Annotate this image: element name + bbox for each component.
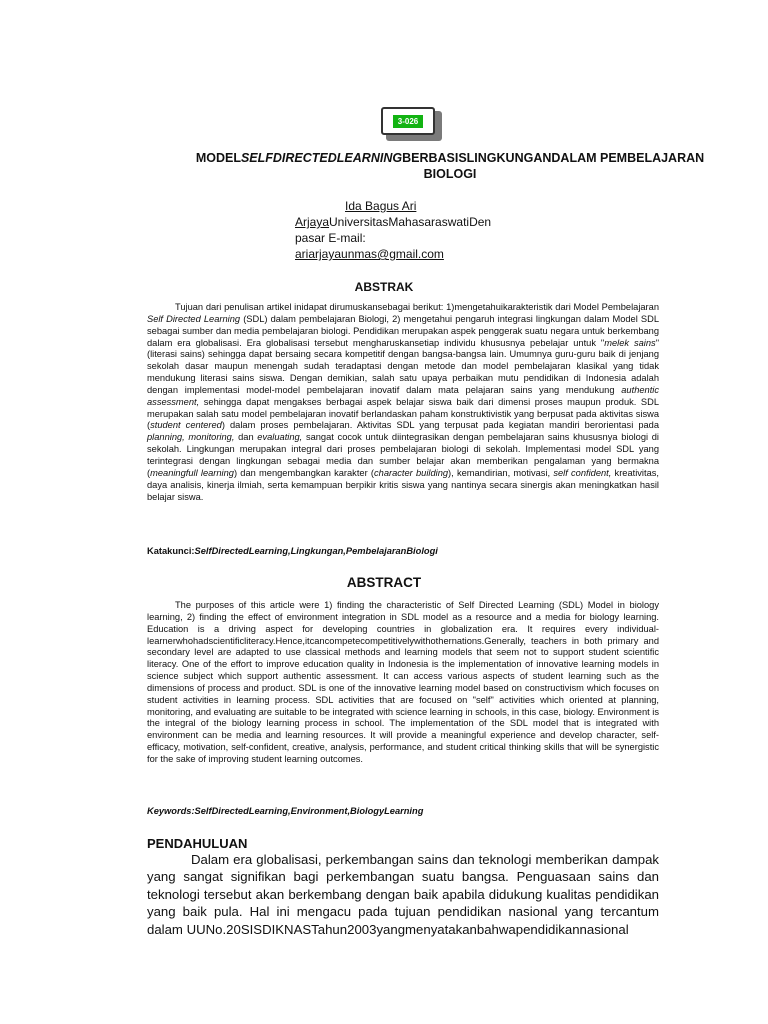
author-affiliation: UniversitasMahasaraswatiDen xyxy=(329,215,492,229)
keywords-values: :SelfDirectedLearning,Environment,BiologyLearning xyxy=(191,806,424,816)
abstrak-text-10: kreativitas, daya analisis, kinerja ilmiah, serta kemampuan berpikir kritis siswa yang nantinya secara sinergis akan meningkatkan hasil belajar siswa. xyxy=(147,467,659,502)
abstrak-paragraph xyxy=(147,302,659,503)
pendahuluan-paragraph xyxy=(147,851,659,938)
katakunci-line xyxy=(147,546,438,556)
abstrak-italic-5: planning, monitoring, xyxy=(147,432,235,443)
abstrak-text-7: sangat cocok untuk diintegrasikan dengan pembelajaran sains khususnya biologi di sekolah. Lingkungan merupakan integral dari proses pembelajaran biologi di sekolah. Implementasi model SDL yang terintegrasi dengan lingkungan sebagai media dan sumber belajar akan memberikan pengalaman yang bermakna ( xyxy=(147,432,659,478)
keywords-line xyxy=(147,806,423,816)
abstrak-italic-4: student centered xyxy=(150,420,222,431)
title-part-rest: BERBASISLINGKUNGANDALAM PEMBELAJARAN xyxy=(402,151,705,165)
katakunci-values: SelfDirectedLearning,Lingkungan,PembelajaranBiologi xyxy=(194,546,438,556)
paper-title-line1 xyxy=(150,150,750,167)
katakunci-label: Katakunci: xyxy=(147,546,195,556)
paper-title-line2: BIOLOGI xyxy=(423,167,477,181)
author-line1 xyxy=(295,198,525,214)
abstrak-text-8: ) dan mengembangkan karakter ( xyxy=(233,467,375,478)
abstrak-text-2: (SDL) dalam pembelajaran Biologi, 2) mengetahui pengaruh integrasi lingkungan dalam Model SDL sebagai sumber dan media pembelajaran biologi. Pendidikan merupakan aspek penggerak suatu negara untuk berkembang dalam era globalisasi. Era globalisasi tersebut mengharuskansetiap individu khususnya pebelajar untuk " xyxy=(147,313,659,348)
abstrak-text-3: " (literasi sains) sehingga dapat bersaing secara kompetitif dengan bangsa-bangsa lain. Umumnya guru-guru baik di jenjang sekolah dasar maupun menengah sudah teradaptasi dengan metode dan model pembelajaran klasikal yang tidak mendukung literasi sains siswa. Dengan demikian, salah satu upaya perbaikan mutu pendidikan di Indonesia adalah dengan implementasi model-model pembelajaran inovatif dalam mata pelajaran sains yang mendukung xyxy=(147,337,659,395)
keywords-label: Keywords xyxy=(147,806,192,816)
paper-code-label: 3-026 xyxy=(393,115,423,128)
author-surname: Arjaya xyxy=(295,215,330,229)
author-name: Ida Bagus Ari xyxy=(345,199,417,213)
abstrak-italic-7: meaningfull learning xyxy=(150,467,234,478)
abstrak-italic-3: authentic assessment, xyxy=(147,384,659,407)
abstract-heading: ABSTRACT xyxy=(346,575,422,590)
abstrak-italic-6: evaluating, xyxy=(257,432,303,443)
pendahuluan-text: Dalam era globalisasi, perkembangan sains dan teknologi memberikan dampak yang sangat signifikan bagi perkembangan suatu bangsa. Penguasaan sains dan teknologi tersebut akan berkembang dengan baik apabila didukung kualitas pendidikan yang baik pula. Hal ini mengacu pada tujuan pendidikan nasional yang tercantum dalam UUNo.20SISDIKNASTahun2003yangmenyatakanbahwapendidikannasional xyxy=(147,852,659,937)
author-line4 xyxy=(295,246,525,262)
abstrak-italic-2: melek sains xyxy=(604,337,656,348)
paper-code-badge xyxy=(381,107,435,135)
abstract-text: The purposes of this article were 1) finding the characteristic of Self Directed Learning (SDL) Model in biology learning, 2) finding the effect of environment integration in SDL model as a resource and a media for biology learning. Education is a driving aspect for developing countries in globalization era. It requires every individual-learnerwhohadscientificliteracy.Hence,itcancompetecompetitivelywithothernations.Generally, teachers in both primary and secondary level are adapted to use classical methods and learning models that seem not to support student scientific literacy. One of the effort to improve education quality in Indonesia is the implementation of innovative learning models in science subject which support authentic assessment. It can access various aspects of student learning such as the dimensions of process and product. SDL is one of the innovative learning model based on constructivism which focuses on student activities in learning process. SDL activities that are focused on "self" activities which oriented at planning, monitoring, and evaluating are suitable to be integrated with science learning in schools, in this case, biology. Environment is the integral of the biology learning process in school. The implementation of the SDL model that is integrated with environment can be media and learning resources. It will provide a meaningful experience and develop character, self-efficacy, motivation, self-confident, creative, analysis, performance, and student critical thinking skills that will be synergistic for the sake of improving student learning outcomes. xyxy=(147,600,659,764)
abstrak-italic-1: Self Directed Learning xyxy=(147,313,241,324)
abstrak-italic-8: character building xyxy=(374,467,449,478)
author-line3: pasar E-mail: xyxy=(295,231,366,245)
abstrak-italic-9: self confident, xyxy=(553,467,612,478)
abstract-paragraph xyxy=(147,600,659,766)
title-part-model: MODEL xyxy=(195,151,241,165)
abstrak-heading: ABSTRAK xyxy=(354,280,414,294)
abstrak-text-6: dan xyxy=(234,432,258,443)
abstrak-text-9: ), kemandirian, motivasi, xyxy=(448,467,554,478)
pendahuluan-heading: PENDAHULUAN xyxy=(147,836,248,851)
abstrak-text-1: Tujuan dari penulisan artikel inidapat dirumuskansebagai berikut: 1)mengetahuikarakteristik dari Model Pembelajaran xyxy=(175,302,659,312)
abstrak-text-5: ) dalam proses pembelajaran. Aktivitas SDL yang terpusat pada kegiatan mandiri berorientasi pada xyxy=(221,420,660,431)
author-email[interactable]: ariarjayaunmas@gmail.com xyxy=(295,247,444,261)
author-line2 xyxy=(295,214,525,230)
title-part-sdl: SELFDIRECTEDLEARNING xyxy=(240,151,403,165)
abstrak-text-4: sehingga dapat mengakses berbagai aspek belajar siswa baik dari dimensi proses maupun produk. SDL merupakan salah satu model pembelajaran inovatif berlandaskan paham konstruktivistik yang berpusat pada aktivitas siswa ( xyxy=(147,396,659,431)
